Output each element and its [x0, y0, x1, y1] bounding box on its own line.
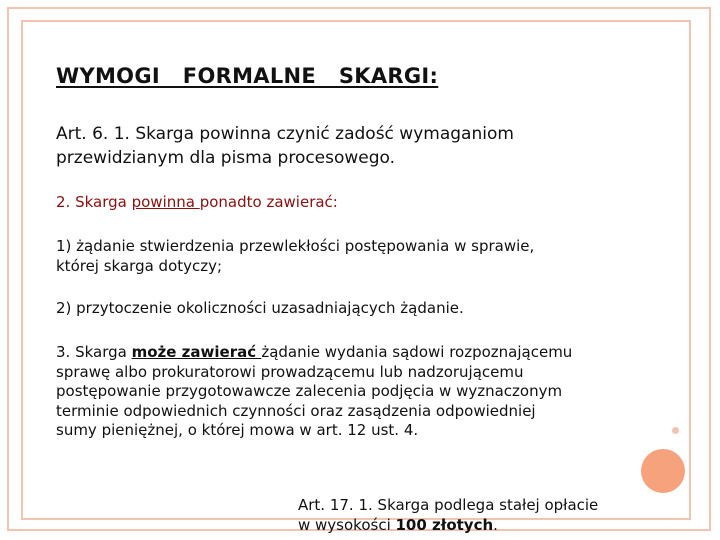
art6-line1: Art. 6. 1. Skarga powinna czynić zadość wymaganiom	[56, 124, 514, 144]
point2-heading	[56, 192, 338, 212]
item3-line5: sumy pieniężnej, o której mowa w art. 12 ust. 4.	[56, 421, 419, 439]
list-item-3	[56, 343, 572, 441]
item3-underlined: może zawierać	[131, 343, 262, 361]
item3-line4: terminie odpowiednich czynności oraz zasądzenia odpowiedniej	[56, 401, 536, 420]
item3-line3: postępowanie przygotowawcze zalecenia podjęcia w wyznaczonym	[56, 382, 563, 400]
art17-line2-before: w wysokości	[298, 516, 396, 534]
item1-line1: 1) żądanie stwierdzenia przewlekłości postępowania w sprawie,	[56, 237, 535, 255]
art17-line1: Art. 17. 1. Skarga podlega stałej opłacie	[298, 496, 599, 514]
art17-paragraph	[298, 495, 598, 535]
item3-line1-after: żądanie wydania sądowi rozpoznającemu	[261, 343, 573, 361]
list-item-2	[56, 298, 464, 318]
point2-underlined: powinna	[131, 193, 200, 211]
point2-before: 2. Skarga	[56, 193, 132, 211]
point2-after: ponadto zawierać:	[199, 193, 338, 211]
slide-title: WYMOGI FORMALNE SKARGI:	[56, 64, 439, 88]
item2-line1: 2) przytoczenie okoliczności uzasadniających żądanie.	[56, 299, 464, 317]
item1-line2: której skarga dotyczy;	[56, 257, 223, 275]
list-item-1	[56, 236, 534, 276]
item3-line2: sprawę albo prokuratorowi prowadzącemu lub nadzorującemu	[56, 362, 524, 381]
art17-line2-after: .	[493, 516, 498, 534]
art6-paragraph	[56, 122, 514, 170]
art6-line2: przewidzianym dla pisma procesowego.	[56, 148, 396, 168]
decorative-large-circle	[641, 449, 685, 493]
item3-before: 3. Skarga	[56, 343, 132, 361]
art17-amount: 100 złotych	[395, 516, 494, 534]
decorative-small-circle	[672, 427, 679, 434]
